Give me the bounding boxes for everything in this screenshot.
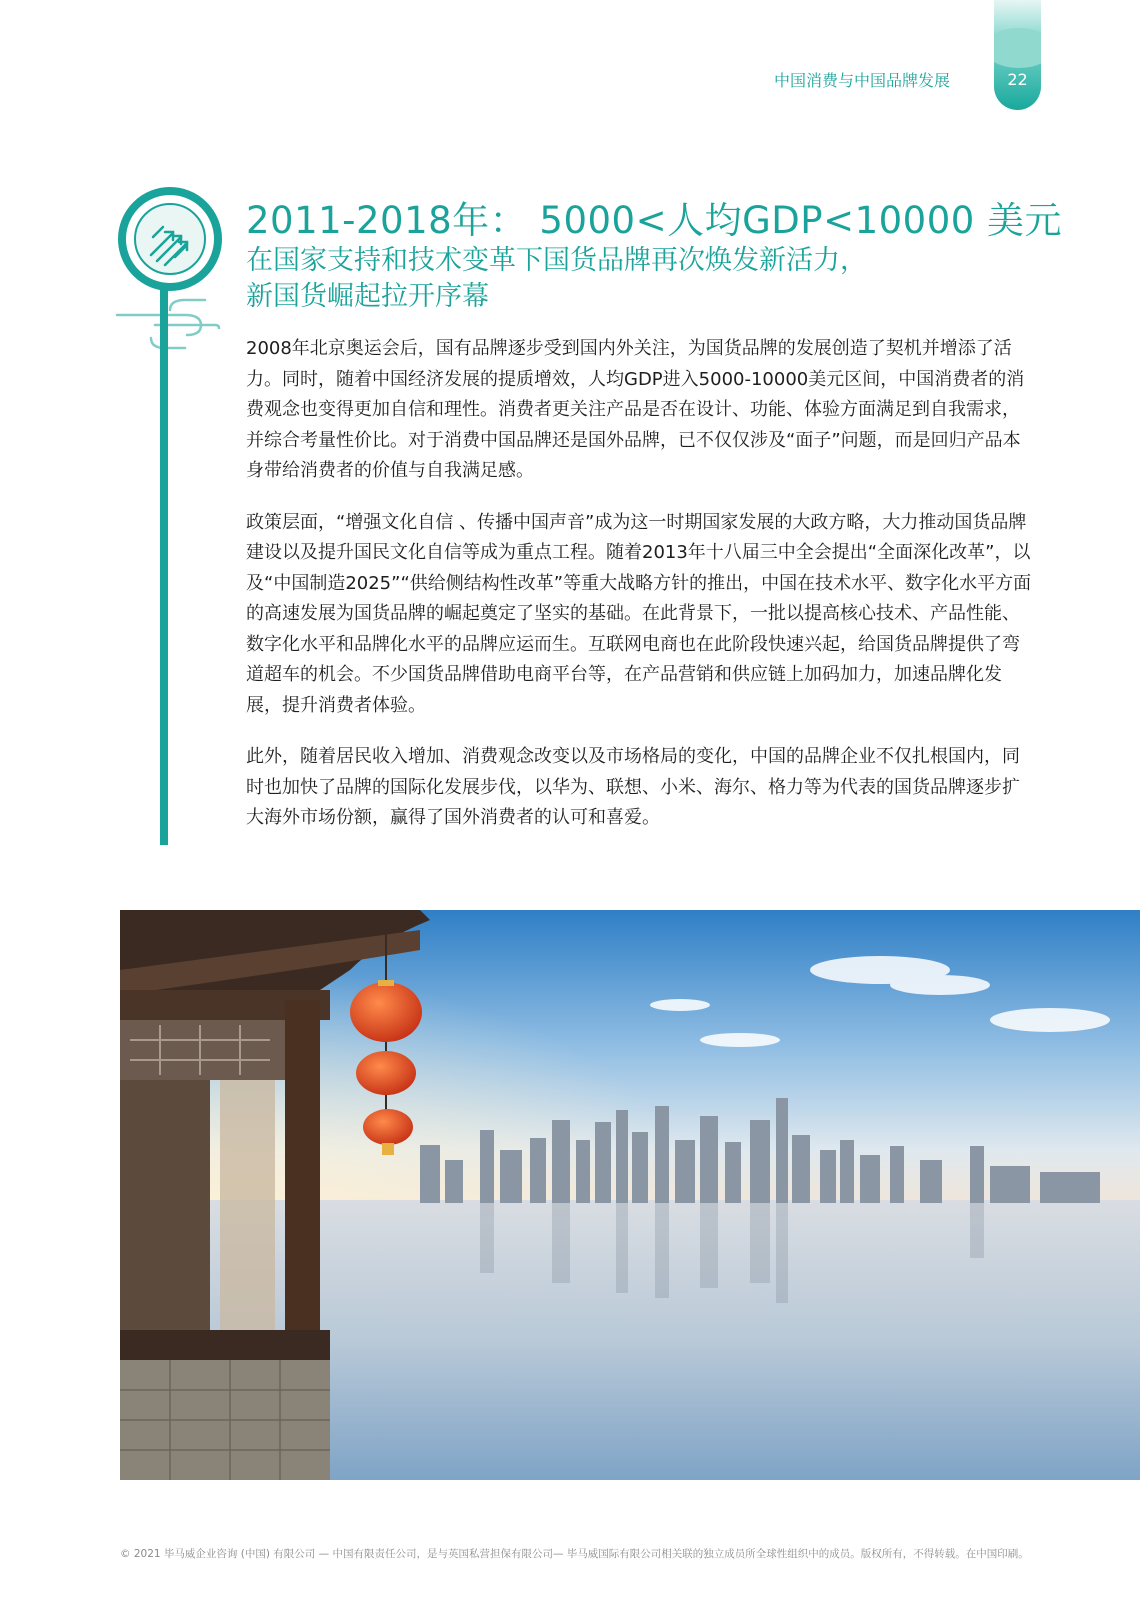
page-number: 22	[1007, 70, 1028, 89]
section-subtitle	[246, 243, 867, 315]
paragraph: 政策层面，“增强文化自信 、传播中国声音”成为这一时期国家发展的大政方略，大力推动国货品牌建设以及提升国民文化自信等成为重点工程。随着2013年十八届三中全会提出“全面深化改革”，以及“中国制造2025”“供给侧结构性改革”等重大战略方针的推出，中国在技术水平、数字化水平方面的高速发展为国货品牌的崛起奠定了坚实的基础。在此背景下，一批以提高核心技术、产品性能、数字化水平和品牌化水平的品牌应运而生。互联网电商也在此阶段快速兴起，给国货品牌提供了弯道超车的机会。不少国货品牌借助电商平台等，在产品营销和供应链上加码加力，加速品牌化发展，提升消费者体验。	[246, 511, 1032, 716]
section-decoration	[115, 185, 235, 860]
pavilion-lanterns-city-skyline-photo	[120, 910, 1140, 1480]
tab-wave-decoration	[994, 28, 1041, 68]
section-title: 2011-2018年： 5000<人均GDP<10000 美元	[246, 199, 1063, 242]
paragraph: 此外，随着居民收入增加、消费观念改变以及市场格局的变化，中国的品牌企业不仅扎根国内，同时也加快了品牌的国际化发展步伐，以华为、联想、小米、海尔、格力等为代表的国货品牌逐步扩大海外市场份额，赢得了国外消费者的认可和喜爱。	[246, 746, 1020, 828]
subtitle-line: 在国家支持和技术变革下国货品牌再次焕发新活力，	[246, 245, 867, 276]
page-number-tab	[994, 0, 1041, 110]
subtitle-line: 新国货崛起拉开序幕	[246, 281, 489, 312]
copyright-footer: © 2021 毕马威企业咨询 (中国) 有限公司 — 中国有限责任公司，是与英国私营担保有限公司— 毕马威国际有限公司相关联的独立成员所全球性组织中的成员。版权所有，不得转载。在中国印刷。	[120, 1548, 1029, 1560]
paragraph: 2008年北京奥运会后，国有品牌逐步受到国内外关注，为国货品牌的发展创造了契机并增添了活力。同时，随着中国经济发展的提质增效，人均GDP进入5000-10000美元区间，中国消费者的消费观念也变得更加自信和理性。消费者更关注产品是否在设计、功能、体验方面满足到自我需求，并综合考量性价比。对于消费中国品牌还是国外品牌，已不仅仅涉及“面子”问题，而是回归产品本身带给消费者的价值与自我满足感。	[246, 338, 1025, 481]
body-text	[246, 334, 1036, 855]
running-header-title: 中国消费与中国品牌发展	[773, 71, 950, 90]
